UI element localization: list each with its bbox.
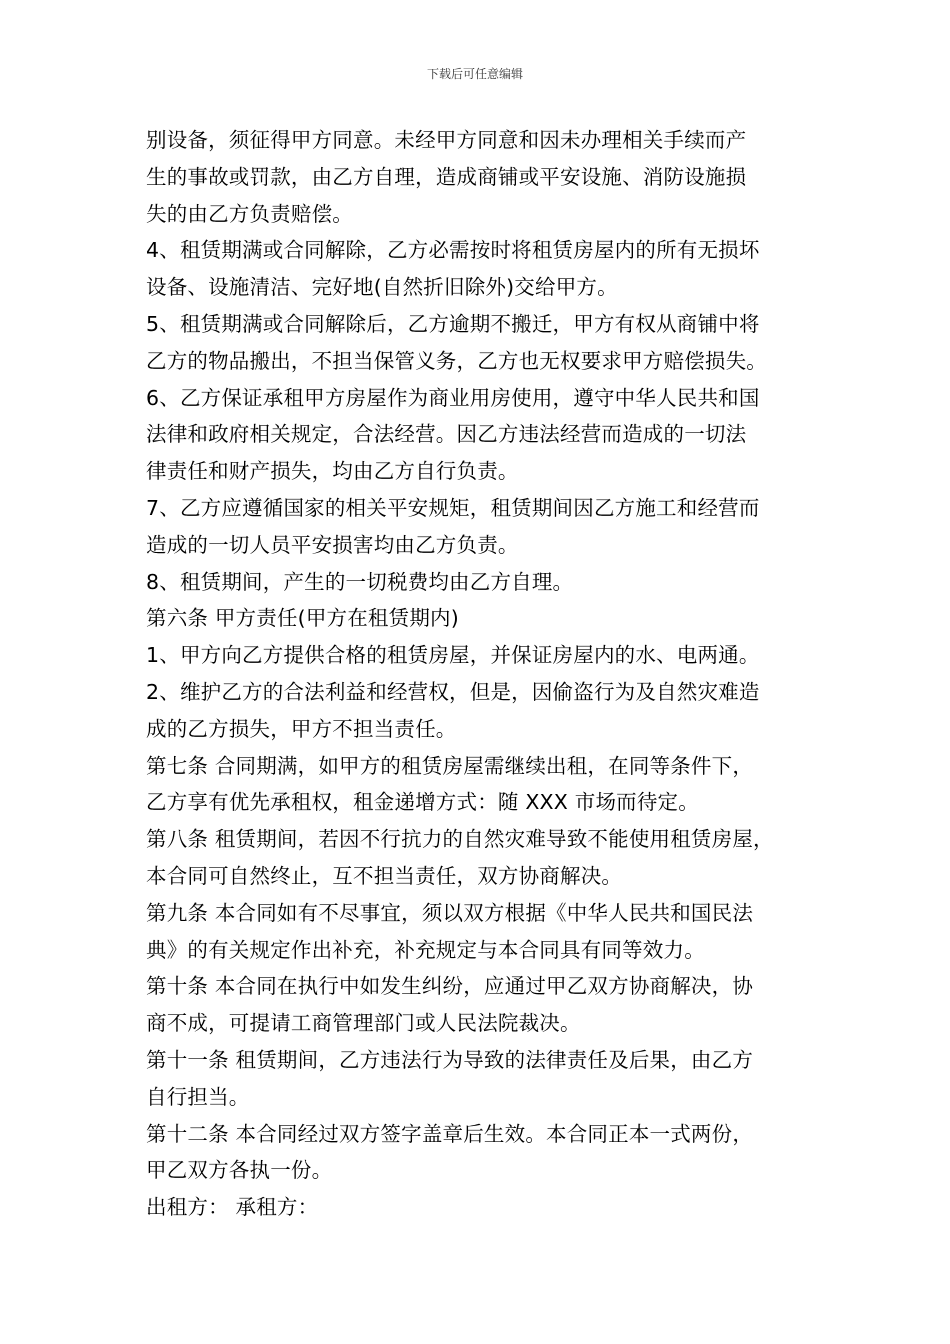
text-line: 第十二条 本合同经过双方签字盖章后生效。本合同正本一式两份， [146, 1121, 754, 1146]
text-line: 乙方享有优先承租权，租金递增方式：随 XXX 市场而待定。 [146, 790, 699, 815]
text-line: 别设备，须征得甲方同意。未经甲方同意和因未办理相关手续而产 [146, 128, 747, 152]
text-line: 乙方的物品搬出，不担当保管义务，乙方也无权要求甲方赔偿损失。 [146, 348, 767, 373]
text-line: 失的由乙方负责赔偿。 [146, 201, 353, 226]
text-line: 甲乙双方各执一份。 [146, 1158, 333, 1183]
text-line: 第十一条 租赁期间，乙方违法行为导致的法律责任及后果，由乙方 [146, 1047, 754, 1072]
text-line: 第九条 本合同如有不尽事宜，须以双方根据《中华人民共和国民法 [146, 900, 754, 925]
text-line: 第七条 合同期满，如甲方的租赁房屋需继续出租，在同等条件下， [146, 753, 754, 778]
text-line: 律责任和财产损失，均由乙方自行负责。 [146, 459, 519, 484]
text-line: 生的事故或罚款，由乙方自理，造成商铺或平安设施、消防设施损 [146, 164, 747, 189]
text-line: 设备、设施清洁、完好地(自然折旧除外)交给甲方。 [146, 275, 618, 300]
page-header: 下载后可任意编辑 [426, 67, 523, 81]
text-line: 7、乙方应遵循国家的相关平安规矩，租赁期间因乙方施工和经营而 [146, 495, 760, 520]
text-line: 第十条 本合同在执行中如发生纠纷，应通过甲乙双方协商解决，协 [146, 974, 754, 999]
text-line: 典》的有关规定作出补充，补充规定与本合同具有同等效力。 [146, 937, 705, 962]
text-line: 2、维护乙方的合法利益和经营权，但是，因偷盗行为及自然灾难造 [146, 679, 760, 704]
text-line: 自行担当。 [146, 1084, 250, 1109]
text-line: 1、甲方向乙方提供合格的租赁房屋，并保证房屋内的水、电两通。 [146, 643, 760, 668]
text-line: 第八条 租赁期间，若因不行抗力的自然灾难导致不能使用租赁房屋， [146, 827, 774, 852]
text-line: 5、租赁期满或合同解除后，乙方逾期不搬迁，甲方有权从商铺中将 [146, 311, 760, 336]
text-line: 4、租赁期满或合同解除，乙方必需按时将租赁房屋内的所有无损坏 [146, 238, 760, 263]
text-line: 商不成，可提请工商管理部门或人民法院裁决。 [146, 1011, 581, 1036]
text-line: 成的乙方损失，甲方不担当责任。 [146, 716, 457, 741]
signature-line: 出租方： 承租方： [146, 1195, 319, 1220]
document-body [146, 122, 822, 1226]
section-heading: 第六条 甲方责任(甲方在租赁期内) [146, 606, 459, 631]
text-line: 法律和政府相关规定，合法经营。因乙方违法经营而造成的一切法 [146, 422, 747, 447]
text-line: 造成的一切人员平安损害均由乙方负责。 [146, 532, 519, 557]
text-line: 6、乙方保证承租甲方房屋作为商业用房使用，遵守中华人民共和国 [146, 385, 760, 410]
text-line: 本合同可自然终止，互不担当责任，双方协商解决。 [146, 863, 623, 888]
text-line: 8、租赁期间，产生的一切税费均由乙方自理。 [146, 569, 574, 594]
